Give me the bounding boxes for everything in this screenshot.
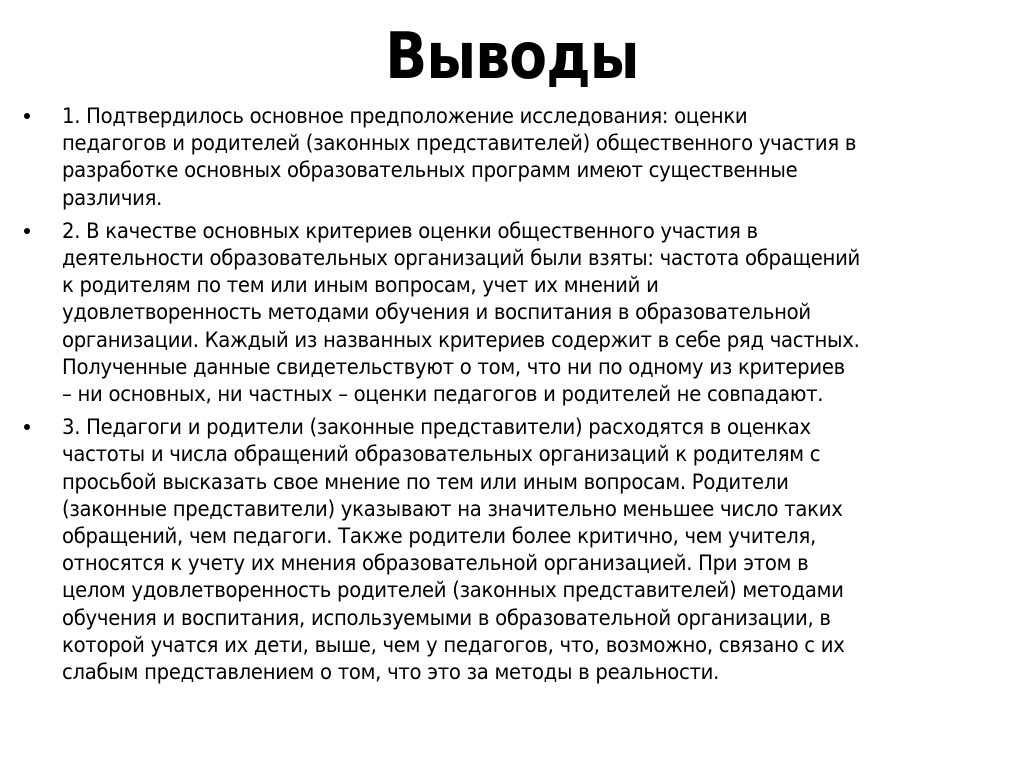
bullet-item-1 xyxy=(24,103,1009,212)
bullet-text-1 xyxy=(62,103,997,212)
bullet-text-2 xyxy=(62,218,997,408)
text-line: (законные представители) указывают на значительно меньшее число таких xyxy=(62,496,843,521)
text-line: частоты и числа обращений образовательных организаций к родителям с xyxy=(62,442,821,467)
text-line: организации. Каждый из названных критериев содержит в себе ряд частных. xyxy=(62,327,860,352)
text-line: Полученные данные свидетельствуют о том, что ни по одному из критериев xyxy=(62,354,845,379)
slide-title: Выводы xyxy=(385,20,639,94)
text-line: удовлетворенность методами обучения и воспитания в образовательной xyxy=(62,300,811,325)
text-line: деятельности образовательных организаций были взяты: частота обращений xyxy=(62,246,861,271)
text-line: слабым представлением о том, что это за методы в реальности. xyxy=(62,660,720,685)
bullet-text-3 xyxy=(62,414,997,686)
text-line: просьбой высказать свое мнение по тем или иным вопросам. Родители xyxy=(62,469,789,494)
text-line: 1. Подтвердилось основное предположение исследования: оценки xyxy=(62,104,748,128)
text-line: 3. Педагоги и родители (законные представители) расходятся в оценках xyxy=(62,415,811,440)
text-line: которой учатся их дети, выше, чем у педагогов, что, возможно, связано с их xyxy=(62,632,845,657)
text-line: 2. В качестве основных критериев оценки общественного участия в xyxy=(62,218,758,243)
text-line: обращений, чем педагоги. Также родители более критично, чем учителя, xyxy=(62,524,817,549)
bullet-dot-icon xyxy=(24,228,30,234)
text-line: педагогов и родителей (законных представителей) общественного участия в xyxy=(62,131,857,156)
text-line: разработке основных образовательных программ имеют существенные xyxy=(62,158,798,183)
bullet-item-3 xyxy=(24,414,1009,686)
bullet-item-2 xyxy=(24,218,1009,408)
bullet-dot-icon xyxy=(24,424,30,430)
text-line: относятся к учету их мнения образовательной организацией. При этом в xyxy=(62,551,809,576)
text-line: – ни основных, ни частных – оценки педагогов и родителей не совпадают. xyxy=(62,382,824,407)
bullet-dot-icon xyxy=(24,113,30,119)
text-line: различия. xyxy=(62,185,163,210)
bullet-list xyxy=(24,103,1009,692)
text-line: целом удовлетворенность родителей (законных представителей) методами xyxy=(62,578,844,603)
text-line: к родителям по тем или иным вопросам, учет их мнений и xyxy=(62,273,659,298)
text-line: обучения и воспитания, используемыми в образовательной организации, в xyxy=(62,605,831,630)
